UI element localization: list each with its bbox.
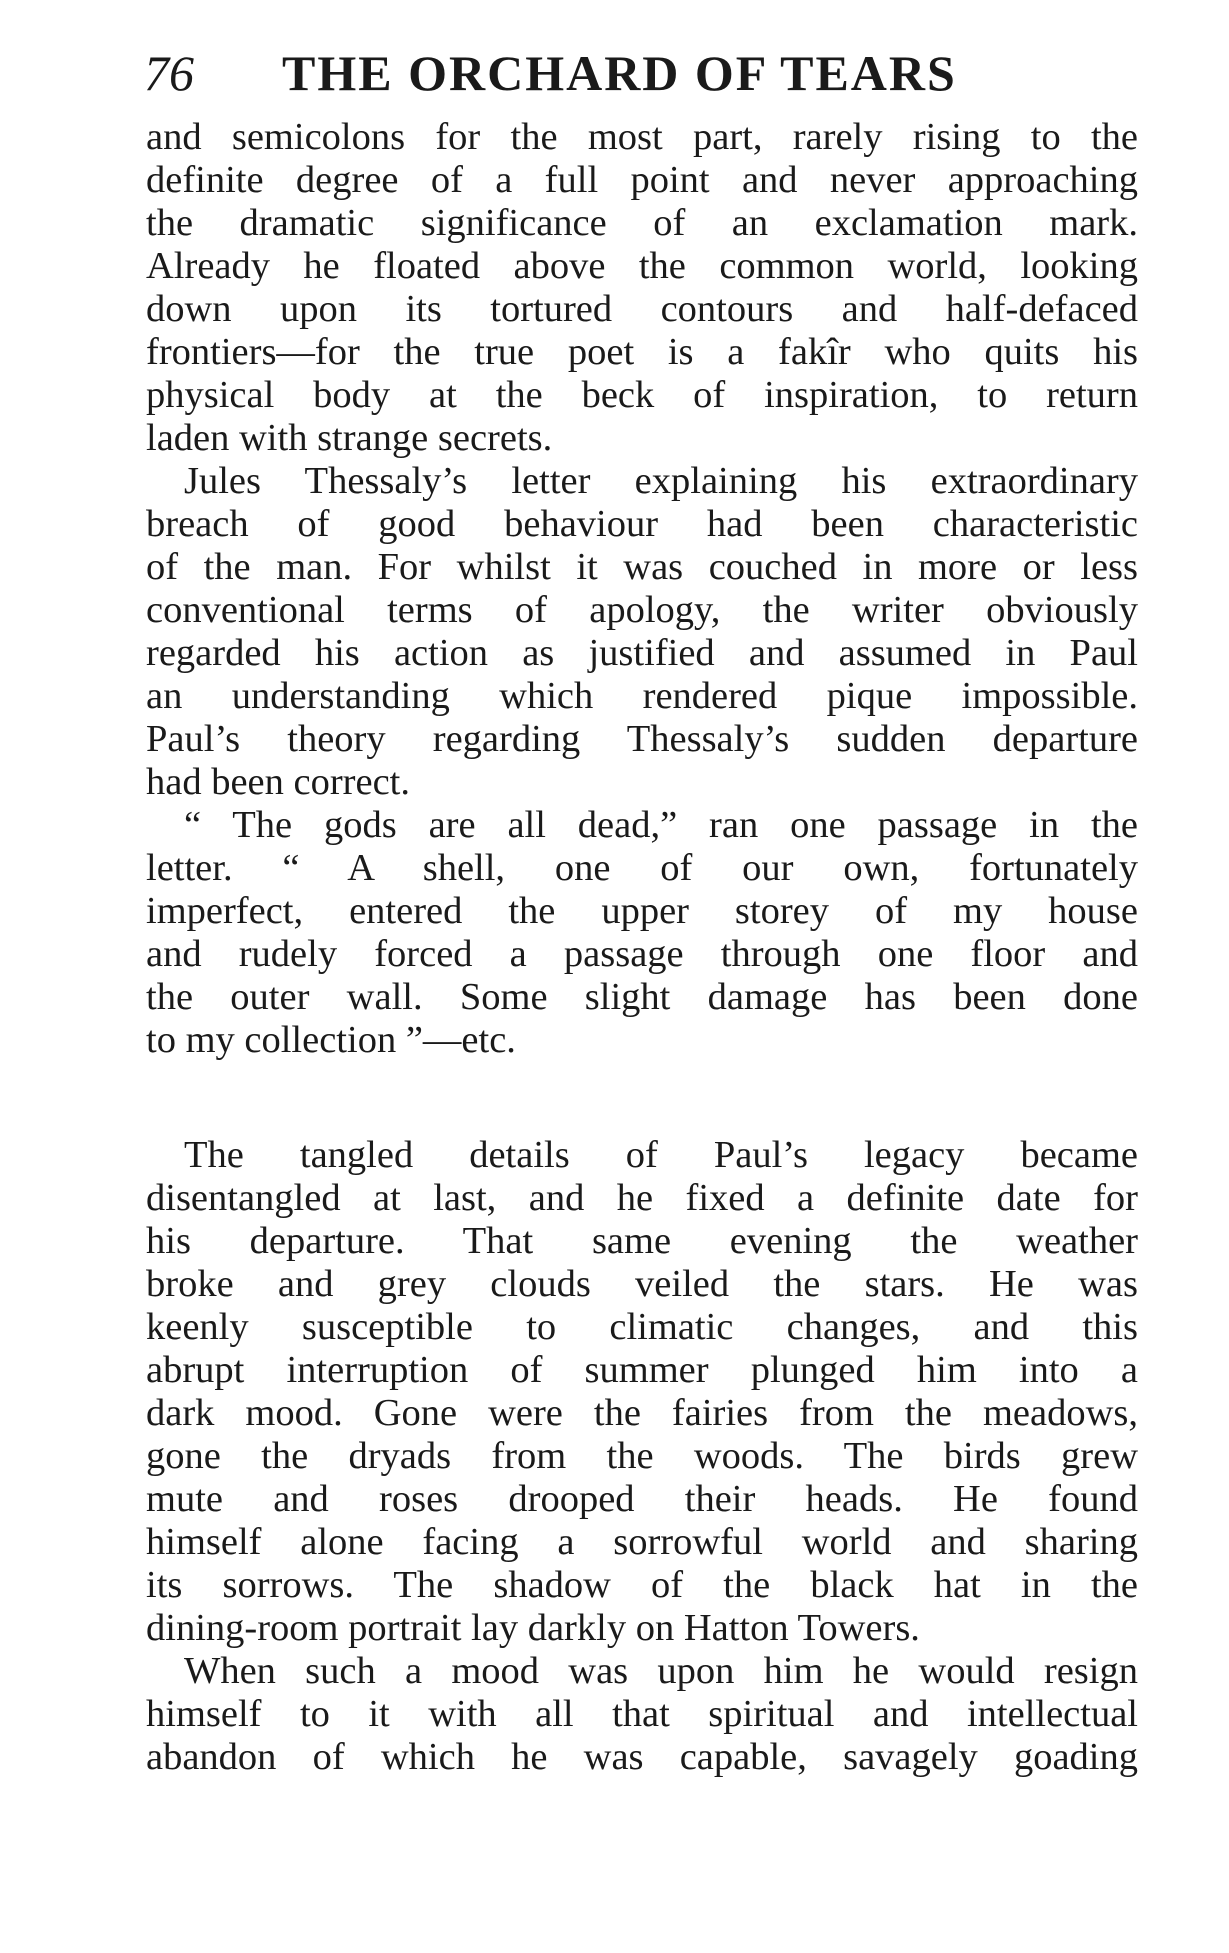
text-line: to my collection ”—etc. (146, 1019, 516, 1061)
text-line: laden with strange secrets. (146, 417, 553, 459)
text-line: an understanding which rendered pique impossible. (146, 675, 1138, 717)
text-line: dark mood. Gone were the fairies from the meadows, (146, 1392, 1138, 1434)
section-break (0, 1072, 1229, 1073)
text-line: and rudely forced a passage through one floor and (146, 933, 1138, 975)
text-line: The tangled details of Paul’s legacy became (184, 1134, 1138, 1176)
text-line: his departure. That same evening the weather (146, 1220, 1138, 1262)
text-line: Paul’s theory regarding Thessaly’s sudden departure (146, 718, 1138, 760)
text-line: gone the dryads from the woods. The birds grew (146, 1435, 1138, 1477)
text-line: disentangled at last, and he fixed a definite date for (146, 1177, 1138, 1219)
text-line: keenly susceptible to climatic changes, and this (146, 1306, 1138, 1348)
text-line: had been correct. (146, 761, 410, 803)
text-line: physical body at the beck of inspiration, to return (146, 374, 1138, 416)
text-line: regarded his action as justified and assumed in Paul (146, 632, 1138, 674)
text-line: the dramatic significance of an exclamation mark. (146, 202, 1138, 244)
text-line: himself alone facing a sorrowful world and sharing (146, 1521, 1138, 1563)
text-line: its sorrows. The shadow of the black hat in the (146, 1564, 1138, 1606)
text-line: When such a mood was upon him he would resign (184, 1650, 1138, 1692)
text-line: down upon its tortured contours and half-defaced (146, 288, 1138, 330)
text-line: frontiers—for the true poet is a fakîr who quits his (146, 331, 1138, 373)
text-line: broke and grey clouds veiled the stars. He was (146, 1263, 1138, 1305)
text-line: abrupt interruption of summer plunged him into a (146, 1349, 1138, 1391)
text-line: the outer wall. Some slight damage has been done (146, 976, 1138, 1018)
text-line: Jules Thessaly’s letter explaining his extraordinary (184, 460, 1138, 502)
running-title: THE ORCHARD OF TEARS (282, 45, 957, 101)
text-line: and semicolons for the most part, rarely rising to the (146, 116, 1138, 158)
text-line: letter. “ A shell, one of our own, fortunately (146, 847, 1138, 889)
text-block-continuation (146, 116, 1138, 1062)
text-line: himself to it with all that spiritual and intellectual (146, 1693, 1138, 1735)
text-line: conventional terms of apology, the writer obviously (146, 589, 1138, 631)
text-line: mute and roses drooped their heads. He found (146, 1478, 1138, 1520)
text-line: breach of good behaviour had been characteristic (146, 503, 1138, 545)
text-line: abandon of which he was capable, savagely goading (146, 1736, 1138, 1778)
text-line: dining-room portrait lay darkly on Hatton Towers. (146, 1607, 920, 1649)
page-number: 76 (144, 45, 194, 101)
text-line: “ The gods are all dead,” ran one passage in the (184, 804, 1138, 846)
text-block-new-section (146, 1134, 1138, 1779)
text-line: of the man. For whilst it was couched in more or less (146, 546, 1138, 588)
text-line: definite degree of a full point and never approaching (146, 159, 1138, 201)
text-line: imperfect, entered the upper storey of my house (146, 890, 1138, 932)
page-header (144, 38, 1144, 108)
text-line: Already he floated above the common world, looking (146, 245, 1138, 287)
